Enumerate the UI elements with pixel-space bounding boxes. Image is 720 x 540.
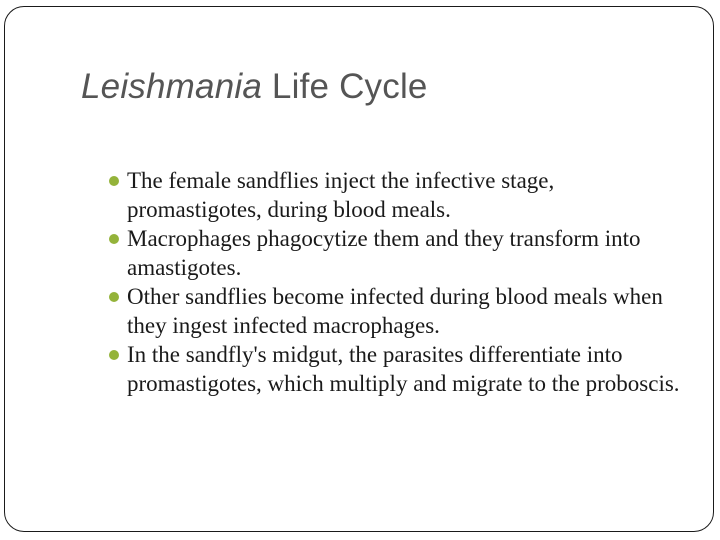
bullet-dot-icon [109,176,119,186]
bullet-text: Macrophages phagocytize them and they transform into amastigotes. [127,226,641,280]
bullet-item [109,340,689,398]
slide-title [81,67,428,107]
bullet-dot-icon [109,292,119,302]
slide-frame [4,6,714,532]
bullet-dot-icon [109,234,119,244]
bullet-item [109,166,689,224]
bullet-dot-icon [109,350,119,360]
bullet-text: In the sandfly's midgut, the parasites differentiate into promastigotes, which multiply and migrate to the proboscis. [127,342,680,396]
bullet-item [109,282,689,340]
bullet-text: The female sandflies inject the infective stage, promastigotes, during blood meals. [127,168,555,222]
slide-title-rest: Life Cycle [262,67,428,106]
bullet-item [109,224,689,282]
bullet-list [109,166,689,398]
slide-title-italic: Leishmania [81,67,262,106]
bullet-text: Other sandflies become infected during blood meals when they ingest infected macrophages. [127,284,663,338]
